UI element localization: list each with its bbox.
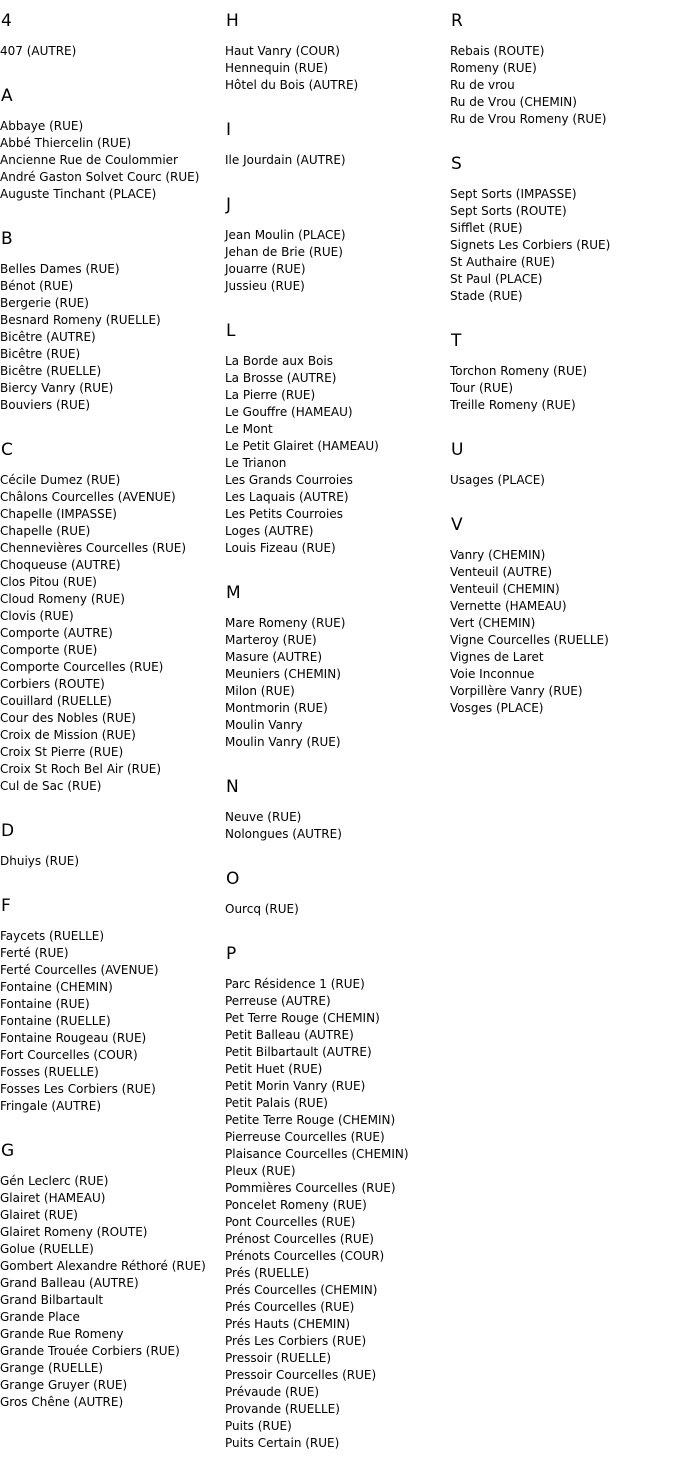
street-link[interactable]: Besnard Romeny (RUELLE) (0, 313, 161, 327)
street-list (225, 901, 450, 918)
street-link[interactable]: Pressoir (RUELLE) (225, 1351, 332, 1365)
street-link[interactable]: Hennequin (RUE) (225, 61, 329, 75)
street-link[interactable]: Grange (RUELLE) (0, 1361, 104, 1375)
street-link[interactable]: Belles Dames (RUE) (0, 262, 120, 276)
street-link[interactable]: Glairet Romeny (ROUTE) (0, 1225, 148, 1239)
street-link[interactable]: Chapelle (RUE) (0, 524, 91, 538)
street-link[interactable]: André Gaston Solvet Courc (RUE) (0, 170, 200, 184)
street-link[interactable]: La Borde aux Bois (225, 354, 333, 368)
street-link[interactable]: Stade (RUE) (450, 289, 523, 303)
street-list (450, 186, 675, 305)
section-letter-heading: L (226, 321, 236, 341)
street-link[interactable]: Pommières Courcelles (RUE) (225, 1181, 396, 1195)
street-link[interactable]: Jussieu (RUE) (225, 279, 305, 293)
street-link[interactable]: Vosges (PLACE) (450, 701, 544, 715)
street-link[interactable]: Châlons Courcelles (AVENUE) (0, 490, 176, 504)
letter-section (225, 943, 450, 1452)
section-letter-heading: I (226, 120, 232, 140)
street-link[interactable]: Venteuil (AUTRE) (450, 565, 553, 579)
street-link[interactable]: Prés Courcelles (CHEMIN) (225, 1283, 378, 1297)
street-link[interactable]: Bergerie (RUE) (0, 296, 89, 310)
street-link[interactable]: Chennevières Courcelles (RUE) (0, 541, 187, 555)
street-link[interactable]: Mare Romeny (RUE) (225, 616, 346, 630)
street-link[interactable]: Louis Fizeau (RUE) (225, 541, 336, 555)
letter-section (450, 514, 675, 717)
street-list (450, 43, 675, 128)
street-link[interactable]: Ancienne Rue de Coulommier (0, 153, 178, 167)
street-link[interactable]: Loges (AUTRE) (225, 524, 314, 538)
street-link[interactable]: Puits (RUE) (225, 1419, 292, 1433)
street-list (450, 547, 675, 717)
street-link[interactable]: Fontaine (RUE) (0, 997, 90, 1011)
section-letter-heading: R (451, 11, 463, 31)
street-list (225, 227, 450, 295)
street-link[interactable]: Prés (RUELLE) (225, 1266, 310, 1280)
street-link[interactable]: Fosses Les Corbiers (RUE) (0, 1082, 156, 1096)
street-link[interactable]: St Authaire (RUE) (450, 255, 555, 269)
street-link[interactable]: Couillard (RUELLE) (0, 694, 112, 708)
street-link[interactable]: Croix St Roch Bel Air (RUE) (0, 762, 162, 776)
street-link[interactable]: Bicêtre (AUTRE) (0, 330, 96, 344)
letter-section (450, 330, 675, 414)
street-link[interactable]: Vert (CHEMIN) (450, 616, 536, 630)
street-link[interactable]: Ile Jourdain (AUTRE) (225, 153, 346, 167)
section-letter-heading: F (1, 896, 11, 916)
street-link[interactable]: Le Trianon (225, 456, 287, 470)
street-link[interactable]: Gén Leclerc (RUE) (0, 1174, 109, 1188)
street-link[interactable]: Le Gouffre (HAMEAU) (225, 405, 353, 419)
street-link[interactable]: Nolongues (AUTRE) (225, 827, 342, 841)
street-link[interactable]: Les Grands Courroies (225, 473, 353, 487)
street-list (0, 1173, 225, 1411)
street-list (450, 472, 675, 489)
street-link[interactable]: Provande (RUELLE) (225, 1402, 340, 1416)
street-link[interactable]: Ferté Courcelles (AVENUE) (0, 963, 159, 977)
street-link[interactable]: Milon (RUE) (225, 684, 295, 698)
street-link[interactable]: Prés Hauts (CHEMIN) (225, 1317, 351, 1331)
street-link[interactable]: Bicêtre (RUELLE) (0, 364, 102, 378)
index-column (0, 10, 225, 1436)
street-link[interactable]: Fontaine (RUELLE) (0, 1014, 111, 1028)
street-link[interactable]: Petit Palais (RUE) (225, 1096, 328, 1110)
street-link[interactable]: Petit Morin Vanry (RUE) (225, 1079, 366, 1093)
street-link[interactable]: Sept Sorts (ROUTE) (450, 204, 567, 218)
section-letter-heading: M (226, 583, 241, 603)
street-link[interactable]: Torchon Romeny (RUE) (450, 364, 588, 378)
street-link[interactable]: Les Laquais (AUTRE) (225, 490, 349, 504)
street-link[interactable]: Venteuil (CHEMIN) (450, 582, 560, 596)
street-list (0, 43, 225, 60)
street-link[interactable]: Vanry (CHEMIN) (450, 548, 546, 562)
letter-section (0, 895, 225, 1115)
street-list (0, 928, 225, 1115)
letter-section (0, 10, 225, 60)
street-link[interactable]: Grande Rue Romeny (0, 1327, 124, 1341)
street-link[interactable]: Comporte (AUTRE) (0, 626, 113, 640)
street-link[interactable]: Prévaude (RUE) (225, 1385, 320, 1399)
street-link[interactable]: Ferté (RUE) (0, 946, 69, 960)
street-list (225, 976, 450, 1452)
section-letter-heading: C (1, 440, 13, 460)
street-link[interactable]: Treille Romeny (RUE) (450, 398, 576, 412)
section-letter-heading: P (226, 944, 237, 964)
street-link[interactable]: Moulin Vanry (225, 718, 303, 732)
street-list (0, 261, 225, 414)
street-link[interactable]: Grand Balleau (AUTRE) (0, 1276, 139, 1290)
letter-section (450, 153, 675, 305)
street-list (225, 353, 450, 557)
street-link[interactable]: Neuve (RUE) (225, 810, 302, 824)
street-link[interactable]: Grande Place (0, 1310, 80, 1324)
street-link[interactable]: Prés Les Corbiers (RUE) (225, 1334, 367, 1348)
street-link[interactable]: Prénots Courcelles (COUR) (225, 1249, 385, 1263)
street-link[interactable]: Cour des Nobles (RUE) (0, 711, 136, 725)
street-link[interactable]: Signets Les Corbiers (RUE) (450, 238, 611, 252)
street-link[interactable]: Grande Trouée Corbiers (RUE) (0, 1344, 180, 1358)
street-link[interactable]: Petit Huet (RUE) (225, 1062, 323, 1076)
street-link[interactable]: Ru de Vrou Romeny (RUE) (450, 112, 607, 126)
letter-section (225, 868, 450, 918)
street-link[interactable]: Comporte (RUE) (0, 643, 98, 657)
street-link[interactable]: Prénost Courcelles (RUE) (225, 1232, 374, 1246)
street-link[interactable]: Hôtel du Bois (AUTRE) (225, 78, 359, 92)
street-link[interactable]: Rebais (ROUTE) (450, 44, 545, 58)
letter-section (225, 10, 450, 94)
street-link[interactable]: Abbaye (RUE) (0, 119, 84, 133)
street-link[interactable]: Pet Terre Rouge (CHEMIN) (225, 1011, 380, 1025)
street-link[interactable]: Faycets (RUELLE) (0, 929, 105, 943)
street-link[interactable]: Vigne Courcelles (RUELLE) (450, 633, 609, 647)
street-link[interactable]: Choqueuse (AUTRE) (0, 558, 121, 572)
street-link[interactable]: Sept Sorts (IMPASSE) (450, 187, 577, 201)
street-link[interactable]: Croix St Pierre (RUE) (0, 745, 124, 759)
section-letter-heading: S (451, 154, 462, 174)
street-link[interactable]: 407 (AUTRE) (0, 44, 77, 58)
street-link[interactable]: Les Petits Courroies (225, 507, 343, 521)
street-link[interactable]: Corbiers (ROUTE) (0, 677, 105, 691)
street-link[interactable]: Gombert Alexandre Réthoré (RUE) (0, 1259, 206, 1273)
letter-section (0, 1140, 225, 1411)
street-link[interactable]: Petit Bilbartault (AUTRE) (225, 1045, 372, 1059)
street-list (450, 363, 675, 414)
street-link[interactable]: Bénot (RUE) (0, 279, 74, 293)
street-link[interactable]: Vernette (HAMEAU) (450, 599, 567, 613)
letter-section (450, 10, 675, 128)
street-link[interactable]: Cloud Romeny (RUE) (0, 592, 125, 606)
street-list (0, 118, 225, 203)
letter-section (0, 439, 225, 795)
street-list (225, 152, 450, 169)
index-column (225, 10, 450, 1477)
section-letter-heading: J (226, 195, 232, 215)
street-link[interactable]: Ourcq (RUE) (225, 902, 299, 916)
street-link[interactable]: Meuniers (CHEMIN) (225, 667, 341, 681)
street-link[interactable]: Petite Terre Rouge (CHEMIN) (225, 1113, 396, 1127)
street-link[interactable]: Tour (RUE) (450, 381, 514, 395)
section-letter-heading: G (1, 1141, 15, 1161)
street-link[interactable]: Bouviers (RUE) (0, 398, 91, 412)
index-column (450, 10, 675, 742)
street-link[interactable]: Masure (AUTRE) (225, 650, 323, 664)
street-link[interactable]: Fort Courcelles (COUR) (0, 1048, 138, 1062)
street-link[interactable]: Perreuse (AUTRE) (225, 994, 331, 1008)
street-link[interactable]: Abbé Thiercelin (RUE) (0, 136, 132, 150)
street-link[interactable]: Dhuiys (RUE) (0, 854, 80, 868)
letter-section (0, 820, 225, 870)
section-letter-heading: U (451, 440, 464, 460)
letter-section (450, 439, 675, 489)
street-link[interactable]: Prés Courcelles (RUE) (225, 1300, 355, 1314)
street-link[interactable]: Glairet (HAMEAU) (0, 1191, 106, 1205)
street-link[interactable]: Puits Certain (RUE) (225, 1436, 340, 1450)
section-letter-heading: O (226, 869, 240, 889)
section-letter-heading: A (1, 86, 13, 106)
street-link[interactable]: Fringale (AUTRE) (0, 1099, 102, 1113)
street-link[interactable]: Pont Courcelles (RUE) (225, 1215, 356, 1229)
street-link[interactable]: Montmorin (RUE) (225, 701, 328, 715)
street-link[interactable]: Clos Pitou (RUE) (0, 575, 97, 589)
street-link[interactable]: Golue (RUELLE) (0, 1242, 94, 1256)
section-letter-heading: D (1, 821, 15, 841)
street-link[interactable]: Vorpillère Vanry (RUE) (450, 684, 583, 698)
street-link[interactable]: Sifflet (RUE) (450, 221, 523, 235)
street-link[interactable]: Haut Vanry (COUR) (225, 44, 340, 58)
street-link[interactable]: Clovis (RUE) (0, 609, 74, 623)
street-link[interactable]: Gros Chêne (AUTRE) (0, 1395, 124, 1409)
street-link[interactable]: Fontaine (CHEMIN) (0, 980, 113, 994)
street-link[interactable]: Pierreuse Courcelles (RUE) (225, 1130, 385, 1144)
street-link[interactable]: Bicêtre (RUE) (0, 347, 81, 361)
street-link[interactable]: Fontaine Rougeau (RUE) (0, 1031, 147, 1045)
street-link[interactable]: Grand Bilbartault (0, 1293, 104, 1307)
street-link[interactable]: Jouarre (RUE) (225, 262, 306, 276)
street-link[interactable]: Jehan de Brie (RUE) (225, 245, 343, 259)
street-list (0, 472, 225, 795)
street-link[interactable]: Cécile Dumez (RUE) (0, 473, 121, 487)
street-list (0, 853, 225, 870)
street-link[interactable]: Cul de Sac (RUE) (0, 779, 102, 793)
street-link[interactable]: Comporte Courcelles (RUE) (0, 660, 164, 674)
street-link[interactable]: Petit Balleau (AUTRE) (225, 1028, 354, 1042)
section-letter-heading: B (1, 229, 13, 249)
street-link[interactable]: Chapelle (IMPASSE) (0, 507, 117, 521)
street-link[interactable]: Parc Résidence 1 (RUE) (225, 977, 365, 991)
street-link[interactable]: Croix de Mission (RUE) (0, 728, 136, 742)
street-link[interactable]: Plaisance Courcelles (CHEMIN) (225, 1147, 409, 1161)
street-link[interactable]: Le Petit Glairet (HAMEAU) (225, 439, 379, 453)
street-link[interactable]: Vignes de Laret (450, 650, 544, 664)
street-link[interactable]: Usages (PLACE) (450, 473, 545, 487)
street-link[interactable]: Pleux (RUE) (225, 1164, 296, 1178)
street-link[interactable]: Glairet (RUE) (0, 1208, 78, 1222)
street-link[interactable]: La Brosse (AUTRE) (225, 371, 337, 385)
letter-section (0, 228, 225, 414)
letter-section (225, 582, 450, 751)
section-letter-heading: H (226, 11, 239, 31)
street-link[interactable]: Biercy Vanry (RUE) (0, 381, 114, 395)
section-letter-heading: T (451, 331, 462, 351)
street-link[interactable]: Jean Moulin (PLACE) (225, 228, 346, 242)
street-list (225, 809, 450, 843)
street-link[interactable]: Voie Inconnue (450, 667, 535, 681)
street-link[interactable]: Fosses (RUELLE) (0, 1065, 99, 1079)
street-link[interactable]: Pressoir Courcelles (RUE) (225, 1368, 377, 1382)
street-link[interactable]: Ru de Vrou (CHEMIN) (450, 95, 577, 109)
street-link[interactable]: Auguste Tinchant (PLACE) (0, 187, 157, 201)
street-link[interactable]: Moulin Vanry (RUE) (225, 735, 341, 749)
letter-section (0, 85, 225, 203)
street-link[interactable]: Romeny (RUE) (450, 61, 537, 75)
letter-section (225, 776, 450, 843)
street-link[interactable]: Poncelet Romeny (RUE) (225, 1198, 367, 1212)
letter-section (225, 119, 450, 169)
section-letter-heading: 4 (1, 11, 12, 31)
street-link[interactable]: Grange Gruyer (RUE) (0, 1378, 128, 1392)
section-letter-heading: N (226, 777, 239, 797)
section-letter-heading: V (451, 515, 463, 535)
street-link[interactable]: St Paul (PLACE) (450, 272, 543, 286)
street-list (225, 43, 450, 94)
street-link[interactable]: Ru de vrou (450, 78, 515, 92)
street-list (225, 615, 450, 751)
street-link[interactable]: Marteroy (RUE) (225, 633, 317, 647)
street-link[interactable]: La Pierre (RUE) (225, 388, 316, 402)
street-link[interactable]: Le Mont (225, 422, 273, 436)
letter-section (225, 194, 450, 295)
letter-section (225, 320, 450, 557)
